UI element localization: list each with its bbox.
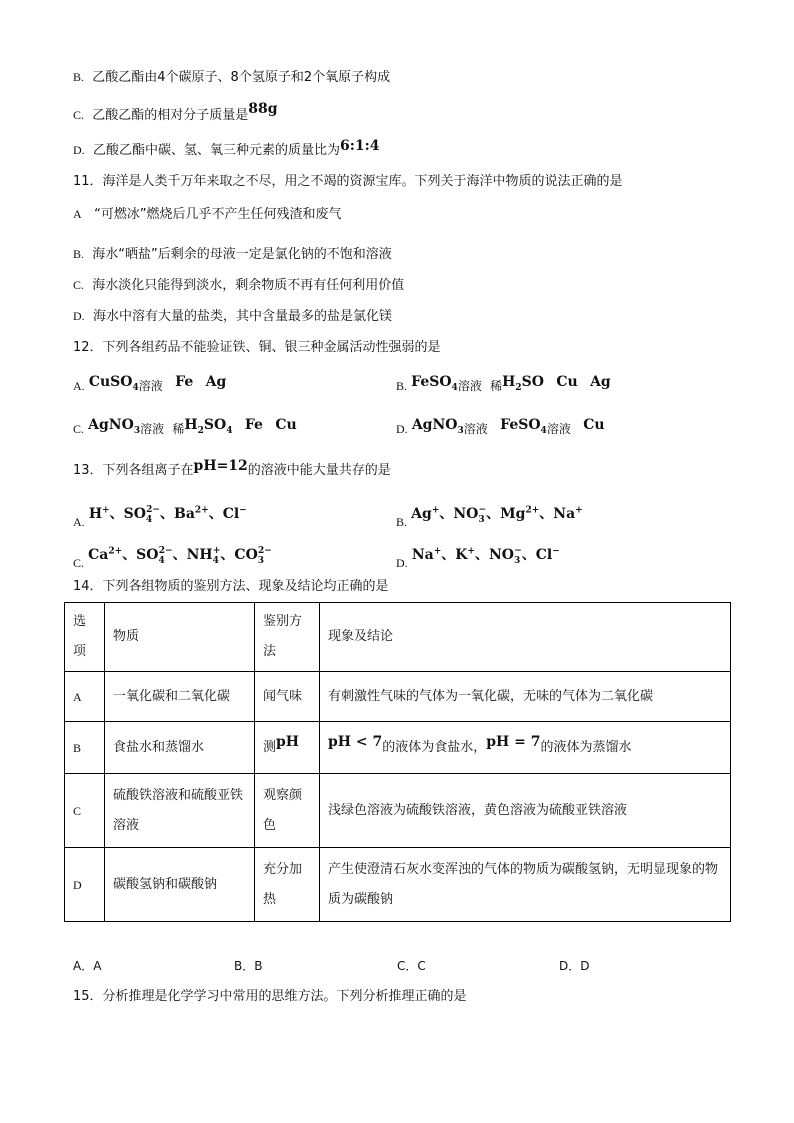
q13-option-c: C. $Ca^{2+}$、$SO_4^{2-}$、$NH_4^+$、$CO_3^{2-}$ bbox=[73, 546, 272, 570]
header-option: 选项 bbox=[65, 603, 105, 672]
q12-option-d: D. AgNO$_3$溶液 FeSO$_4$溶液 Cu bbox=[396, 417, 605, 436]
table-row: A 一氧化碳和二氧化碳 闻气味 有刺激性气味的气体为一氧化碳，无味的气体为二氧化碳 bbox=[65, 672, 731, 722]
q10-option-c: C. 乙酸乙酯的相对分子质量是88g bbox=[73, 101, 278, 123]
q14-answer-a: A．A bbox=[73, 959, 102, 973]
q14-b-ph-eq7: pH = 7 bbox=[486, 734, 541, 750]
q13-stem: 13．下列各组离子在pH=12的溶液中能大量共存的是 bbox=[73, 458, 391, 478]
table-header-row bbox=[65, 603, 731, 672]
q11-option-a: A “可燃冰”燃烧后几乎不产生任何残渣和废气 bbox=[73, 207, 342, 222]
q13-option-d: D. Na+、K+、$NO_3^-$、Cl− bbox=[396, 546, 560, 570]
q11-option-d: D. 海水中溶有大量的盐类，其中含量最多的盐是氯化镁 bbox=[73, 309, 392, 324]
q12-b-acid: $H_2SO$ bbox=[502, 374, 544, 393]
q10-option-c-formula: 88g bbox=[248, 101, 278, 117]
header-substance: 物质 bbox=[105, 603, 255, 672]
q13-option-a: A. H+、$SO_4^{2-}$、$Ba^{2+}$、Cl− bbox=[73, 505, 247, 529]
q10-option-d: D. 乙酸乙酯中碳、氢、氧三种元素的质量比为6:1:4 bbox=[73, 138, 380, 158]
q11-option-c: C. 海水淡化只能得到淡水，剩余物质不再有任何利用价值 bbox=[73, 278, 405, 293]
q12-option-c: C. AgNO$_3$溶液 稀$H_2SO_4$ Fe Cu bbox=[73, 417, 297, 436]
q13-b-ions: Ag+、$NO_3^-$、$Mg^{2+}$、Na+ bbox=[411, 505, 583, 525]
q12-d-formula-1: AgNO$_3$ bbox=[411, 417, 464, 436]
q10-option-d-formula: 6:1:4 bbox=[339, 138, 380, 154]
q12-c-formula: AgNO$_3$ bbox=[88, 417, 141, 436]
q14-answer-d: D．D bbox=[559, 959, 590, 973]
q12-b-formula: FeSO$_4$ bbox=[411, 374, 458, 393]
q13-d-ions: Na+、K+、$NO_3^-$、Cl− bbox=[411, 546, 560, 566]
q12-option-b: B. FeSO$_4$溶液 稀$H_2SO$ Cu Ag bbox=[396, 374, 611, 393]
q14-stem: 14．下列各组物质的鉴别方法、现象及结论均正确的是 bbox=[73, 579, 389, 594]
q15-stem: 15．分析推理是化学学习中常用的思维方法。下列分析推理正确的是 bbox=[73, 989, 467, 1004]
q11-option-b: B. 海水“晒盐”后剩余的母液一定是氯化钠的不饱和溶液 bbox=[73, 247, 392, 262]
q12-a-formula: CuSO$_4$ bbox=[88, 374, 139, 393]
q12-d-formula-2: FeSO$_4$ bbox=[500, 417, 547, 436]
q14-b-ph: pH bbox=[276, 734, 300, 750]
q14-answer-c: C．C bbox=[397, 959, 426, 973]
q14-answer-b: B．B bbox=[234, 959, 263, 973]
q10-option-b: B. 乙酸乙酯由4个碳原子、8个氢原子和2个氧原子构成 bbox=[73, 70, 391, 85]
q13-c-ions: $Ca^{2+}$、$SO_4^{2-}$、$NH_4^+$、$CO_3^{2-}$ bbox=[88, 546, 272, 566]
q10-option-b-text: 乙酸乙酯由4个碳原子、8个氢原子和2个氧原子构成 bbox=[92, 70, 391, 85]
table-row: C 硫酸铁溶液和硫酸亚铁溶液 观察颜色 浅绿色溶液为硫酸铁溶液，黄色溶液为硫酸亚铁溶液 bbox=[65, 774, 731, 848]
q13-option-b: B. Ag+、$NO_3^-$、$Mg^{2+}$、Na+ bbox=[396, 505, 583, 529]
header-result: 现象及结论 bbox=[320, 603, 731, 672]
table-row: D 碳酸氢钠和碳酸钠 充分加热 产生使澄清石灰水变浑浊的气体的物质为碳酸氢钠，无明显现象的物质为碳酸钠 bbox=[65, 848, 731, 922]
q12-option-a: A. CuSO$_4$溶液 Fe Ag bbox=[73, 374, 227, 393]
q14-b-ph-lt7: pH < 7 bbox=[328, 734, 383, 750]
q13-a-ions: H+、$SO_4^{2-}$、$Ba^{2+}$、Cl− bbox=[88, 505, 247, 525]
table-row: B 食盐水和蒸馏水 测pH pH < 7的液体为食盐水，pH = 7的液体为蒸馏水 bbox=[65, 722, 731, 774]
header-method: 鉴别方法 bbox=[255, 603, 320, 672]
q14-table bbox=[64, 602, 731, 922]
q12-c-acid: $H_2SO_4$ bbox=[184, 417, 233, 436]
q12-stem: 12．下列各组药品不能验证铁、铜、银三种金属活动性强弱的是 bbox=[73, 340, 441, 355]
q13-ph-formula: pH=12 bbox=[193, 458, 248, 474]
q11-stem: 11．海洋是人类千万年来取之不尽，用之不竭的资源宝库。下列关于海洋中物质的说法正确的是 bbox=[73, 174, 623, 189]
